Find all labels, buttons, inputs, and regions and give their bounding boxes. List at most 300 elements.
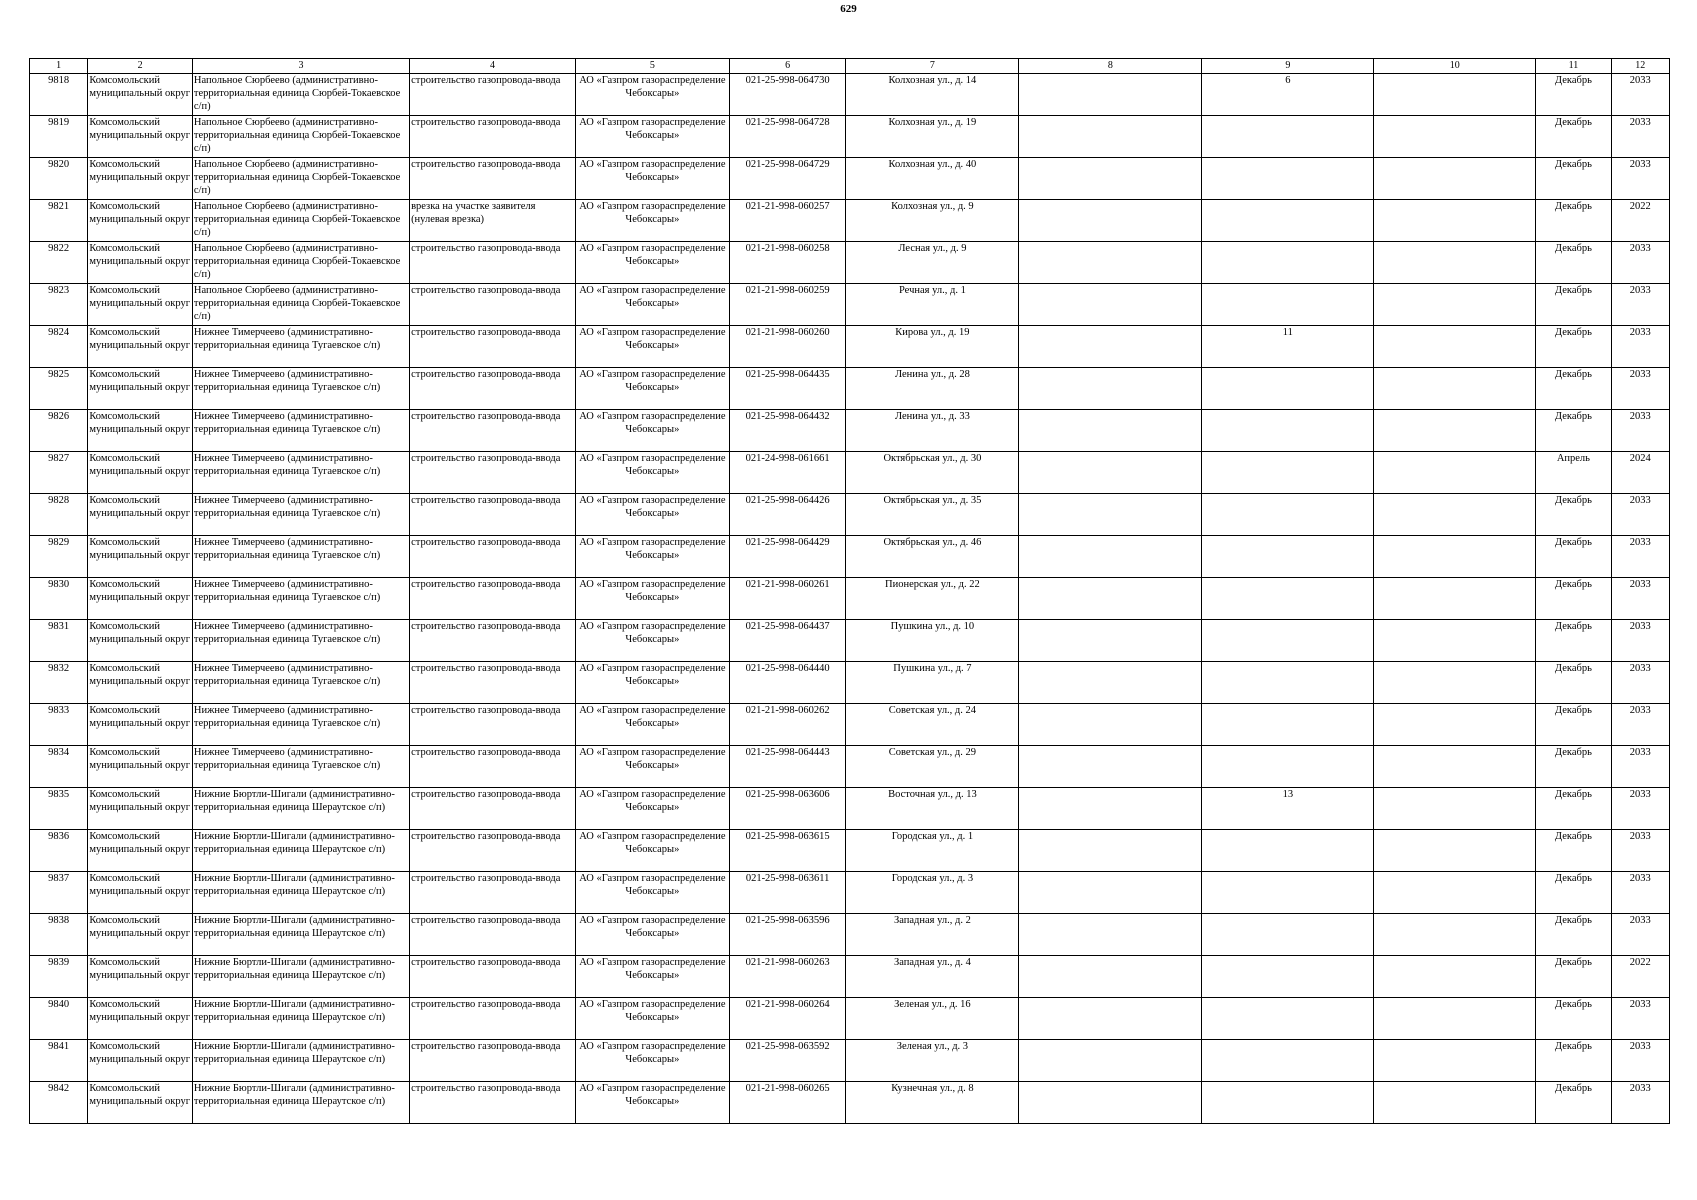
cell-application-id — [729, 494, 846, 536]
cell-text: Нижние Бюртли-Шигали (административно-территориальная единица Шераутское с/п) — [193, 831, 395, 855]
cell-column-9 — [1202, 830, 1374, 872]
cell-year — [1611, 914, 1669, 956]
cell-text: 021-25-998-064429 — [745, 537, 830, 548]
cell-row-number — [30, 368, 88, 410]
cell-text: строительство газопровода-ввода — [411, 579, 561, 590]
cell-text: Комсомольский муниципальный округ — [89, 159, 191, 183]
cell-text: 021-25-998-064730 — [745, 75, 830, 86]
cell-text: 021-21-998-060260 — [745, 327, 830, 338]
cell-settlement — [192, 620, 409, 662]
table-row — [30, 578, 1670, 620]
cell-year — [1611, 956, 1669, 998]
cell-text: Комсомольский муниципальный округ — [89, 999, 191, 1023]
cell-text: Напольное Сюрбеево (административно-территориальная единица Сюрбей-Токаевское с/п) — [193, 285, 401, 322]
cell-work-type — [410, 536, 576, 578]
cell-organization — [575, 830, 729, 872]
cell-settlement — [192, 998, 409, 1040]
cell-address — [846, 788, 1019, 830]
cell-column-9 — [1202, 284, 1374, 326]
cell-column-8 — [1019, 368, 1202, 410]
cell-settlement — [192, 116, 409, 158]
cell-column-8 — [1019, 158, 1202, 200]
cell-column-9 — [1202, 116, 1374, 158]
cell-column-8 — [1019, 704, 1202, 746]
cell-settlement — [192, 662, 409, 704]
cell-year — [1611, 452, 1669, 494]
cell-text: 9830 — [48, 579, 70, 590]
cell-text: Нижнее Тимерчеево (административно-территориальная единица Тугаевское с/п) — [193, 453, 381, 477]
cell-work-type — [410, 788, 576, 830]
cell-text: 2033 — [1629, 159, 1651, 170]
cell-text: Ленина ул., д. 33 — [894, 411, 970, 422]
cell-column-8 — [1019, 452, 1202, 494]
cell-application-id — [729, 578, 846, 620]
cell-settlement — [192, 284, 409, 326]
table-row — [30, 956, 1670, 998]
cell-column-10 — [1374, 662, 1536, 704]
column-header-8: 8 — [1019, 59, 1202, 74]
cell-column-10 — [1374, 578, 1536, 620]
cell-text: 9824 — [48, 327, 70, 338]
cell-organization — [575, 74, 729, 116]
cell-year — [1611, 1082, 1669, 1124]
cell-column-10 — [1374, 74, 1536, 116]
cell-month — [1536, 284, 1611, 326]
cell-text: Напольное Сюрбеево (административно-территориальная единица Сюрбей-Токаевское с/п) — [193, 75, 401, 112]
cell-settlement — [192, 74, 409, 116]
cell-month — [1536, 74, 1611, 116]
cell-column-9 — [1202, 158, 1374, 200]
cell-address — [846, 452, 1019, 494]
cell-column-10 — [1374, 494, 1536, 536]
cell-column-9 — [1202, 662, 1374, 704]
cell-text: АО «Газпром газораспределение Чебоксары» — [579, 495, 726, 519]
cell-organization — [575, 116, 729, 158]
cell-text: Колхозная ул., д. 14 — [888, 75, 977, 86]
cell-application-id — [729, 956, 846, 998]
cell-address — [846, 662, 1019, 704]
cell-column-9 — [1202, 872, 1374, 914]
cell-year — [1611, 368, 1669, 410]
cell-text: АО «Газпром газораспределение Чебоксары» — [579, 243, 726, 267]
cell-settlement — [192, 410, 409, 452]
cell-text: Декабрь — [1554, 243, 1592, 254]
cell-settlement — [192, 242, 409, 284]
cell-text: Напольное Сюрбеево (административно-территориальная единица Сюрбей-Токаевское с/п) — [193, 159, 401, 196]
cell-text: Нижнее Тимерчеево (административно-территориальная единица Тугаевское с/п) — [193, 537, 381, 561]
table-header-row — [30, 59, 1670, 74]
cell-text: Комсомольский муниципальный округ — [89, 411, 191, 435]
cell-text: 2033 — [1629, 579, 1651, 590]
cell-month — [1536, 746, 1611, 788]
cell-text: строительство газопровода-ввода — [411, 495, 561, 506]
cell-year — [1611, 662, 1669, 704]
cell-text: Пушкина ул., д. 10 — [890, 621, 975, 632]
table-row — [30, 830, 1670, 872]
cell-settlement — [192, 158, 409, 200]
cell-text: 9825 — [48, 369, 70, 380]
cell-text: АО «Газпром газораспределение Чебоксары» — [579, 747, 726, 771]
cell-text: 021-25-998-064432 — [745, 411, 830, 422]
cell-text: Нижнее Тимерчеево (административно-территориальная единица Тугаевское с/п) — [193, 411, 381, 435]
cell-text: Комсомольский муниципальный округ — [89, 243, 191, 267]
cell-address — [846, 872, 1019, 914]
cell-text: Нижние Бюртли-Шигали (административно-территориальная единица Шераутское с/п) — [193, 789, 395, 813]
cell-work-type — [410, 998, 576, 1040]
table-row — [30, 914, 1670, 956]
cell-district — [88, 788, 193, 830]
table-row — [30, 662, 1670, 704]
cell-text: Декабрь — [1554, 915, 1592, 926]
cell-column-10 — [1374, 998, 1536, 1040]
cell-organization — [575, 536, 729, 578]
cell-district — [88, 746, 193, 788]
cell-text: 9841 — [48, 1041, 70, 1052]
cell-work-type — [410, 200, 576, 242]
cell-row-number — [30, 746, 88, 788]
cell-text: 021-25-998-064443 — [745, 747, 830, 758]
cell-application-id — [729, 704, 846, 746]
cell-text: Западная ул., д. 2 — [893, 915, 971, 926]
cell-row-number — [30, 284, 88, 326]
cell-column-9 — [1202, 74, 1374, 116]
cell-month — [1536, 788, 1611, 830]
cell-text: 2033 — [1629, 537, 1651, 548]
cell-text: Декабрь — [1554, 285, 1592, 296]
cell-year — [1611, 410, 1669, 452]
cell-organization — [575, 452, 729, 494]
cell-text: Декабрь — [1554, 789, 1592, 800]
cell-text: Нижнее Тимерчеево (административно-территориальная единица Тугаевское с/п) — [193, 621, 381, 645]
cell-application-id — [729, 200, 846, 242]
cell-column-9 — [1202, 242, 1374, 284]
cell-text: Комсомольский муниципальный округ — [89, 369, 191, 393]
cell-text: Октябрьская ул., д. 35 — [883, 495, 982, 506]
cell-text: 9821 — [48, 201, 70, 212]
cell-row-number — [30, 956, 88, 998]
cell-column-10 — [1374, 746, 1536, 788]
cell-text: 021-25-998-063606 — [745, 789, 830, 800]
cell-work-type — [410, 830, 576, 872]
cell-text: Комсомольский муниципальный округ — [89, 1041, 191, 1065]
table-row — [30, 746, 1670, 788]
cell-month — [1536, 662, 1611, 704]
column-header-11: 11 — [1536, 59, 1611, 74]
cell-organization — [575, 578, 729, 620]
cell-text: Восточная ул., д. 13 — [888, 789, 977, 800]
cell-month — [1536, 914, 1611, 956]
cell-district — [88, 284, 193, 326]
cell-text: 021-21-998-060263 — [745, 957, 830, 968]
cell-text: Апрель — [1556, 453, 1590, 464]
cell-text: 9832 — [48, 663, 70, 674]
cell-work-type — [410, 368, 576, 410]
cell-text: АО «Газпром газораспределение Чебоксары» — [579, 621, 726, 645]
cell-text: Пушкина ул., д. 7 — [893, 663, 972, 674]
cell-text: 2033 — [1629, 1041, 1651, 1052]
cell-organization — [575, 998, 729, 1040]
cell-address — [846, 368, 1019, 410]
cell-text: АО «Газпром газораспределение Чебоксары» — [579, 411, 726, 435]
cell-year — [1611, 998, 1669, 1040]
cell-text: Декабрь — [1554, 579, 1592, 590]
cell-district — [88, 494, 193, 536]
cell-text: 2033 — [1629, 369, 1651, 380]
table-row — [30, 284, 1670, 326]
cell-row-number — [30, 452, 88, 494]
column-header-5: 5 — [575, 59, 729, 74]
cell-application-id — [729, 788, 846, 830]
cell-district — [88, 116, 193, 158]
cell-address — [846, 998, 1019, 1040]
cell-district — [88, 536, 193, 578]
cell-column-10 — [1374, 872, 1536, 914]
cell-text: 2033 — [1629, 999, 1651, 1010]
cell-district — [88, 956, 193, 998]
cell-text: 021-25-998-064435 — [745, 369, 830, 380]
cell-text: 2033 — [1629, 831, 1651, 842]
cell-district — [88, 914, 193, 956]
cell-address — [846, 620, 1019, 662]
cell-text: АО «Газпром газораспределение Чебоксары» — [579, 159, 726, 183]
cell-text: Комсомольский муниципальный округ — [89, 1083, 191, 1107]
cell-text: Комсомольский муниципальный округ — [89, 957, 191, 981]
table-row — [30, 1040, 1670, 1082]
cell-row-number — [30, 872, 88, 914]
cell-application-id — [729, 116, 846, 158]
cell-work-type — [410, 872, 576, 914]
cell-row-number — [30, 830, 88, 872]
cell-text: Нижнее Тимерчеево (административно-территориальная единица Тугаевское с/п) — [193, 369, 381, 393]
cell-column-10 — [1374, 788, 1536, 830]
cell-month — [1536, 200, 1611, 242]
cell-settlement — [192, 746, 409, 788]
cell-work-type — [410, 956, 576, 998]
cell-application-id — [729, 284, 846, 326]
cell-text: 9828 — [48, 495, 70, 506]
cell-text: Декабрь — [1554, 369, 1592, 380]
cell-text: 9833 — [48, 705, 70, 716]
cell-row-number — [30, 74, 88, 116]
cell-row-number — [30, 494, 88, 536]
cell-text: Нижние Бюртли-Шигали (административно-территориальная единица Шераутское с/п) — [193, 957, 395, 981]
table-row — [30, 494, 1670, 536]
cell-month — [1536, 452, 1611, 494]
cell-work-type — [410, 1082, 576, 1124]
cell-column-9 — [1202, 704, 1374, 746]
cell-address — [846, 74, 1019, 116]
cell-text: строительство газопровода-ввода — [411, 159, 561, 170]
cell-text: АО «Газпром газораспределение Чебоксары» — [579, 663, 726, 687]
cell-year — [1611, 242, 1669, 284]
cell-work-type — [410, 1040, 576, 1082]
cell-district — [88, 158, 193, 200]
cell-column-10 — [1374, 242, 1536, 284]
cell-year — [1611, 116, 1669, 158]
cell-application-id — [729, 74, 846, 116]
cell-organization — [575, 746, 729, 788]
cell-column-10 — [1374, 830, 1536, 872]
cell-text: Декабрь — [1554, 957, 1592, 968]
cell-text: 021-24-998-061661 — [745, 453, 830, 464]
cell-month — [1536, 956, 1611, 998]
table-row — [30, 1082, 1670, 1124]
cell-text: Нижние Бюртли-Шигали (административно-территориальная единица Шераутское с/п) — [193, 1041, 395, 1065]
cell-address — [846, 830, 1019, 872]
cell-text: 2033 — [1629, 873, 1651, 884]
cell-column-9 — [1202, 1040, 1374, 1082]
cell-text: Лесная ул., д. 9 — [898, 243, 967, 254]
cell-text: Декабрь — [1554, 75, 1592, 86]
cell-work-type — [410, 452, 576, 494]
cell-text: строительство газопровода-ввода — [411, 537, 561, 548]
cell-application-id — [729, 242, 846, 284]
cell-text: Зеленая ул., д. 3 — [896, 1041, 969, 1052]
cell-application-id — [729, 662, 846, 704]
cell-text: 9835 — [48, 789, 70, 800]
cell-column-8 — [1019, 74, 1202, 116]
cell-column-10 — [1374, 620, 1536, 662]
cell-column-8 — [1019, 578, 1202, 620]
cell-column-10 — [1374, 326, 1536, 368]
cell-row-number — [30, 116, 88, 158]
cell-text: Городская ул., д. 3 — [891, 873, 974, 884]
cell-text: строительство газопровода-ввода — [411, 873, 561, 884]
cell-column-8 — [1019, 200, 1202, 242]
column-header-12: 12 — [1611, 59, 1669, 74]
cell-settlement — [192, 830, 409, 872]
cell-row-number — [30, 788, 88, 830]
cell-text: 021-25-998-063592 — [745, 1041, 830, 1052]
cell-text: 021-21-998-060265 — [745, 1083, 830, 1094]
cell-column-8 — [1019, 830, 1202, 872]
cell-month — [1536, 326, 1611, 368]
cell-text: 021-25-998-063611 — [745, 873, 830, 884]
cell-text: 9840 — [48, 999, 70, 1010]
cell-text: 9829 — [48, 537, 70, 548]
cell-text: 2033 — [1629, 663, 1651, 674]
cell-text: Декабрь — [1554, 201, 1592, 212]
cell-year — [1611, 1040, 1669, 1082]
cell-text: Декабрь — [1554, 705, 1592, 716]
cell-month — [1536, 116, 1611, 158]
cell-organization — [575, 494, 729, 536]
cell-column-8 — [1019, 746, 1202, 788]
cell-text: 2024 — [1629, 453, 1651, 464]
cell-text: строительство газопровода-ввода — [411, 789, 561, 800]
cell-application-id — [729, 326, 846, 368]
cell-settlement — [192, 536, 409, 578]
cell-work-type — [410, 620, 576, 662]
cell-column-9 — [1202, 578, 1374, 620]
cell-month — [1536, 368, 1611, 410]
cell-column-8 — [1019, 494, 1202, 536]
cell-district — [88, 662, 193, 704]
cell-district — [88, 326, 193, 368]
cell-column-9 — [1202, 788, 1374, 830]
cell-column-8 — [1019, 788, 1202, 830]
cell-text: Декабрь — [1554, 873, 1592, 884]
cell-month — [1536, 158, 1611, 200]
cell-work-type — [410, 410, 576, 452]
cell-organization — [575, 956, 729, 998]
cell-row-number — [30, 998, 88, 1040]
cell-address — [846, 284, 1019, 326]
cell-work-type — [410, 284, 576, 326]
cell-organization — [575, 620, 729, 662]
cell-text: Кирова ул., д. 19 — [895, 327, 970, 338]
cell-text: строительство газопровода-ввода — [411, 705, 561, 716]
cell-address — [846, 956, 1019, 998]
cell-text: Декабрь — [1554, 159, 1592, 170]
cell-text: Западная ул., д. 4 — [893, 957, 971, 968]
cell-organization — [575, 326, 729, 368]
cell-month — [1536, 704, 1611, 746]
cell-settlement — [192, 1040, 409, 1082]
column-header-4: 4 — [410, 59, 576, 74]
cell-text: Пионерская ул., д. 22 — [885, 579, 980, 590]
cell-column-8 — [1019, 998, 1202, 1040]
cell-district — [88, 872, 193, 914]
cell-text: 021-25-998-063615 — [745, 831, 830, 842]
cell-text: 021-21-998-060257 — [745, 201, 830, 212]
cell-settlement — [192, 494, 409, 536]
cell-settlement — [192, 788, 409, 830]
cell-district — [88, 578, 193, 620]
cell-text: Декабрь — [1554, 117, 1592, 128]
cell-work-type — [410, 158, 576, 200]
cell-organization — [575, 200, 729, 242]
cell-column-10 — [1374, 452, 1536, 494]
cell-row-number — [30, 704, 88, 746]
cell-text: строительство газопровода-ввода — [411, 75, 561, 86]
table-row — [30, 704, 1670, 746]
cell-text: Нижнее Тимерчеево (административно-территориальная единица Тугаевское с/п) — [193, 663, 381, 687]
cell-work-type — [410, 662, 576, 704]
gasification-table — [29, 58, 1670, 1124]
table-row — [30, 74, 1670, 116]
cell-organization — [575, 284, 729, 326]
cell-column-10 — [1374, 116, 1536, 158]
cell-text: 9823 — [48, 285, 70, 296]
cell-row-number — [30, 536, 88, 578]
cell-district — [88, 410, 193, 452]
cell-text: АО «Газпром газораспределение Чебоксары» — [579, 999, 726, 1023]
cell-text: строительство газопровода-ввода — [411, 621, 561, 632]
cell-settlement — [192, 704, 409, 746]
cell-text: Декабрь — [1554, 831, 1592, 842]
cell-text: Нижние Бюртли-Шигали (административно-территориальная единица Шераутское с/п) — [193, 999, 395, 1023]
cell-organization — [575, 914, 729, 956]
cell-column-10 — [1374, 200, 1536, 242]
table-body — [30, 74, 1670, 1124]
cell-text: 11 — [1282, 327, 1293, 338]
cell-column-10 — [1374, 158, 1536, 200]
cell-text: 021-21-998-060262 — [745, 705, 830, 716]
cell-row-number — [30, 410, 88, 452]
cell-column-8 — [1019, 956, 1202, 998]
cell-year — [1611, 74, 1669, 116]
table-row — [30, 536, 1670, 578]
cell-district — [88, 998, 193, 1040]
cell-text: 2033 — [1629, 495, 1651, 506]
cell-work-type — [410, 74, 576, 116]
cell-text: Октябрьская ул., д. 30 — [883, 453, 982, 464]
cell-month — [1536, 1040, 1611, 1082]
cell-address — [846, 158, 1019, 200]
cell-column-10 — [1374, 284, 1536, 326]
cell-address — [846, 914, 1019, 956]
